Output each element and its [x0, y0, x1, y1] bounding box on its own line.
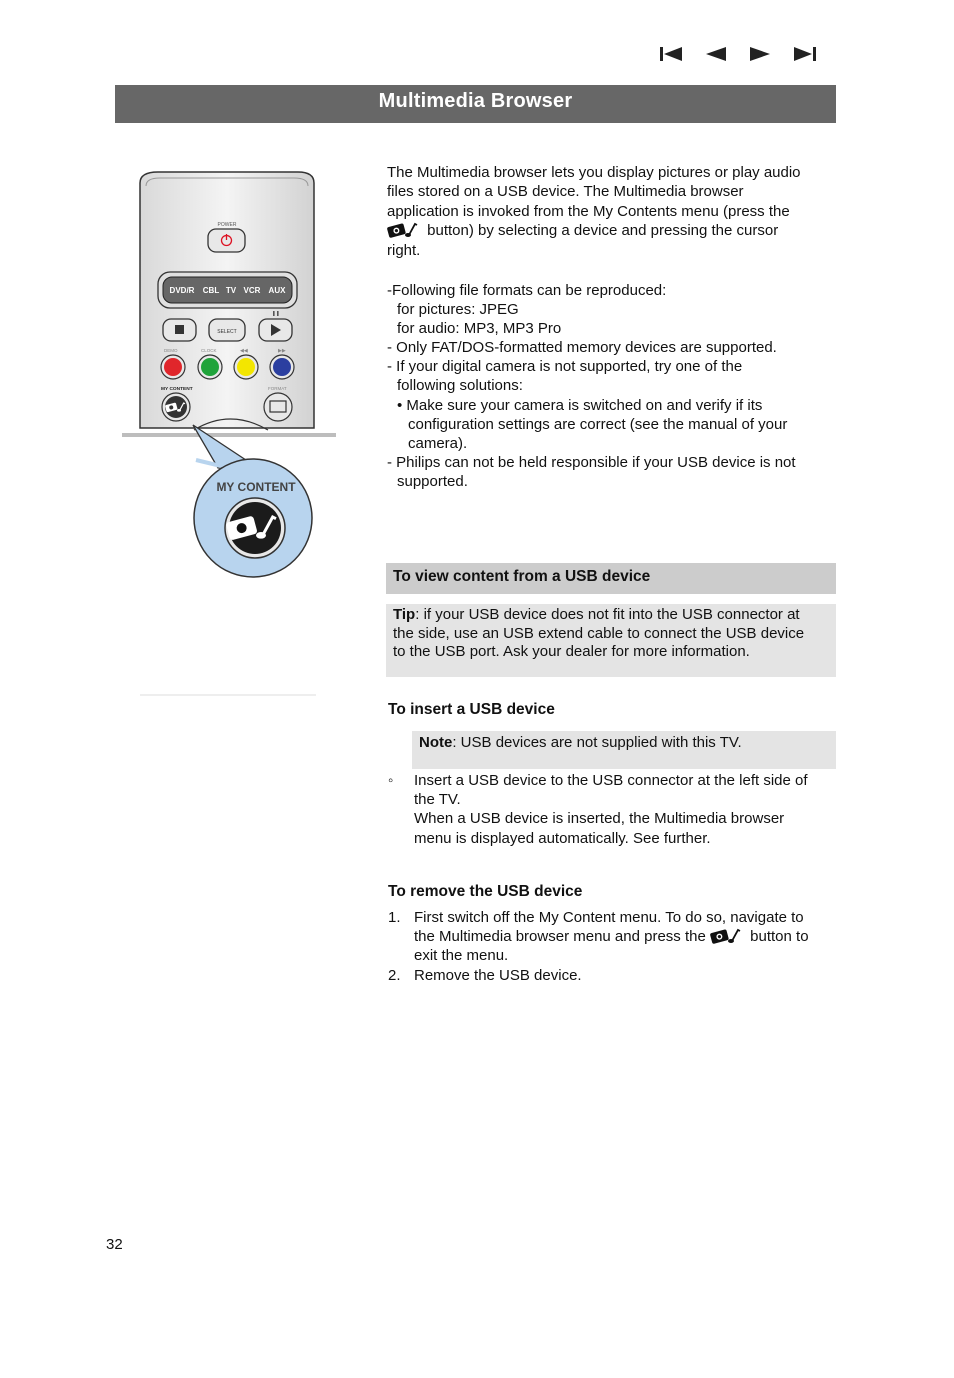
formats-paragraph [387, 281, 835, 491]
insert-heading: To insert a USB device [388, 701, 555, 718]
page-navigation [656, 42, 820, 66]
intro-line-3: application is invoked from the My Contents menu (press the [387, 202, 790, 220]
my-content-label: MY CONTENT [161, 387, 193, 392]
intro-paragraph [387, 163, 835, 260]
my-content-icon [710, 928, 746, 944]
red-button[interactable] [164, 358, 182, 376]
tip-text-2: the side, use an USB extend cable to connect the USB device [393, 624, 805, 642]
note-label: Note [419, 734, 453, 751]
svg-text:▶▶: ▶▶ [278, 348, 286, 354]
formats-bullet-3: camera). [408, 434, 468, 452]
last-page-icon[interactable] [788, 42, 820, 66]
tip-text-1: : if your USB device does not fit into the USB connector at [415, 606, 800, 623]
page-number: 32 [106, 1236, 123, 1253]
power-button[interactable] [208, 229, 245, 252]
svg-text:◀◀: ◀◀ [240, 348, 248, 354]
tip-text-3: to the USB port. Ask your dealer for more information. [393, 643, 750, 661]
callout-label: MY CONTENT [216, 480, 296, 494]
formats-camera-1: - If your digital camera is not supported, try one of the [387, 358, 743, 376]
intro-line-1: The Multimedia browser lets you display pictures or play audio [387, 164, 801, 181]
green-button[interactable] [201, 358, 219, 376]
remove-steps [388, 908, 836, 985]
power-label: POWER [217, 222, 237, 228]
note-box [412, 731, 836, 769]
format-button[interactable] [264, 393, 292, 421]
insert-line-2: the TV. [414, 791, 461, 809]
formats-fat: - Only FAT/DOS-formatted memory devices are supported. [387, 339, 777, 357]
intro-line-2: files stored on a USB device. The Multimedia browser [387, 183, 744, 201]
select-label: SELECT [217, 329, 237, 335]
list-item [388, 771, 836, 848]
formats-pictures: for pictures: JPEG [397, 301, 519, 319]
insert-line-3: When a USB device is inserted, the Multimedia browser [414, 810, 785, 828]
remove-heading: To remove the USB device [388, 883, 583, 900]
insert-steps [388, 771, 836, 848]
next-page-icon[interactable] [744, 42, 776, 66]
first-page-icon[interactable] [656, 42, 688, 66]
remote-control-illustration [118, 168, 340, 698]
callout-my-content-icon [226, 511, 286, 543]
yellow-button[interactable] [237, 358, 255, 376]
remove-line-2-after: button to [745, 928, 809, 946]
my-content-icon [387, 222, 423, 238]
insert-line-1: Insert a USB device to the USB connector at the left side of [414, 772, 808, 789]
demo-label: DEMO [164, 348, 178, 353]
remove-line-1: First switch off the My Content menu. To do so, navigate to [414, 909, 804, 926]
formats-audio: for audio: MP3, MP3 Pro [397, 320, 562, 338]
intro-line-4 [387, 221, 835, 240]
list-item [388, 908, 836, 966]
intro-line-5: right. [387, 241, 421, 259]
page-title: Multimedia Browser [378, 90, 573, 112]
source-vcr[interactable]: VCR [243, 286, 261, 295]
source-aux[interactable]: AUX [268, 286, 286, 295]
list-number: 1. [388, 909, 401, 926]
source-tv[interactable]: TV [225, 286, 237, 295]
formats-intro: -Following file formats can be reproduced: [387, 282, 667, 299]
formats-philips-2: supported. [397, 472, 468, 490]
formats-philips-1: - Philips can not be held responsible if your USB device is not [387, 453, 796, 471]
list-marker: ◦ [388, 772, 394, 789]
my-content-icon [165, 400, 189, 414]
source-cbl[interactable]: CBL [202, 286, 220, 295]
intro-line-4-text: button) by selecting a device and pressing the cursor [423, 222, 779, 240]
source-dvdr[interactable]: DVD/R [169, 286, 195, 295]
formats-bullet-1: • Make sure your camera is switched on and verify if its [397, 396, 763, 414]
blue-button[interactable] [273, 358, 291, 376]
remove-line-4: Remove the USB device. [414, 966, 582, 984]
remove-line-2-before: the Multimedia browser menu and press the [414, 928, 710, 946]
section-header [386, 563, 836, 594]
format-label: FORMAT [268, 386, 287, 391]
clock-label: CLOCK [201, 348, 217, 353]
remove-line-2 [414, 927, 836, 946]
list-number: 2. [388, 966, 401, 984]
formats-bullet-2: configuration settings are correct (see the manual of your [408, 415, 788, 433]
insert-line-4: menu is displayed automatically. See further. [414, 829, 711, 847]
remove-line-3: exit the menu. [414, 947, 509, 965]
list-item [388, 966, 836, 985]
formats-camera-2: following solutions: [397, 377, 523, 395]
note-text: : USB devices are not supplied with this TV. [452, 734, 742, 751]
tip-box [386, 604, 836, 677]
title-bar [115, 85, 836, 123]
section-title: To view content from a USB device [393, 568, 651, 585]
tip-label: Tip [393, 606, 416, 623]
previous-page-icon[interactable] [700, 42, 732, 66]
